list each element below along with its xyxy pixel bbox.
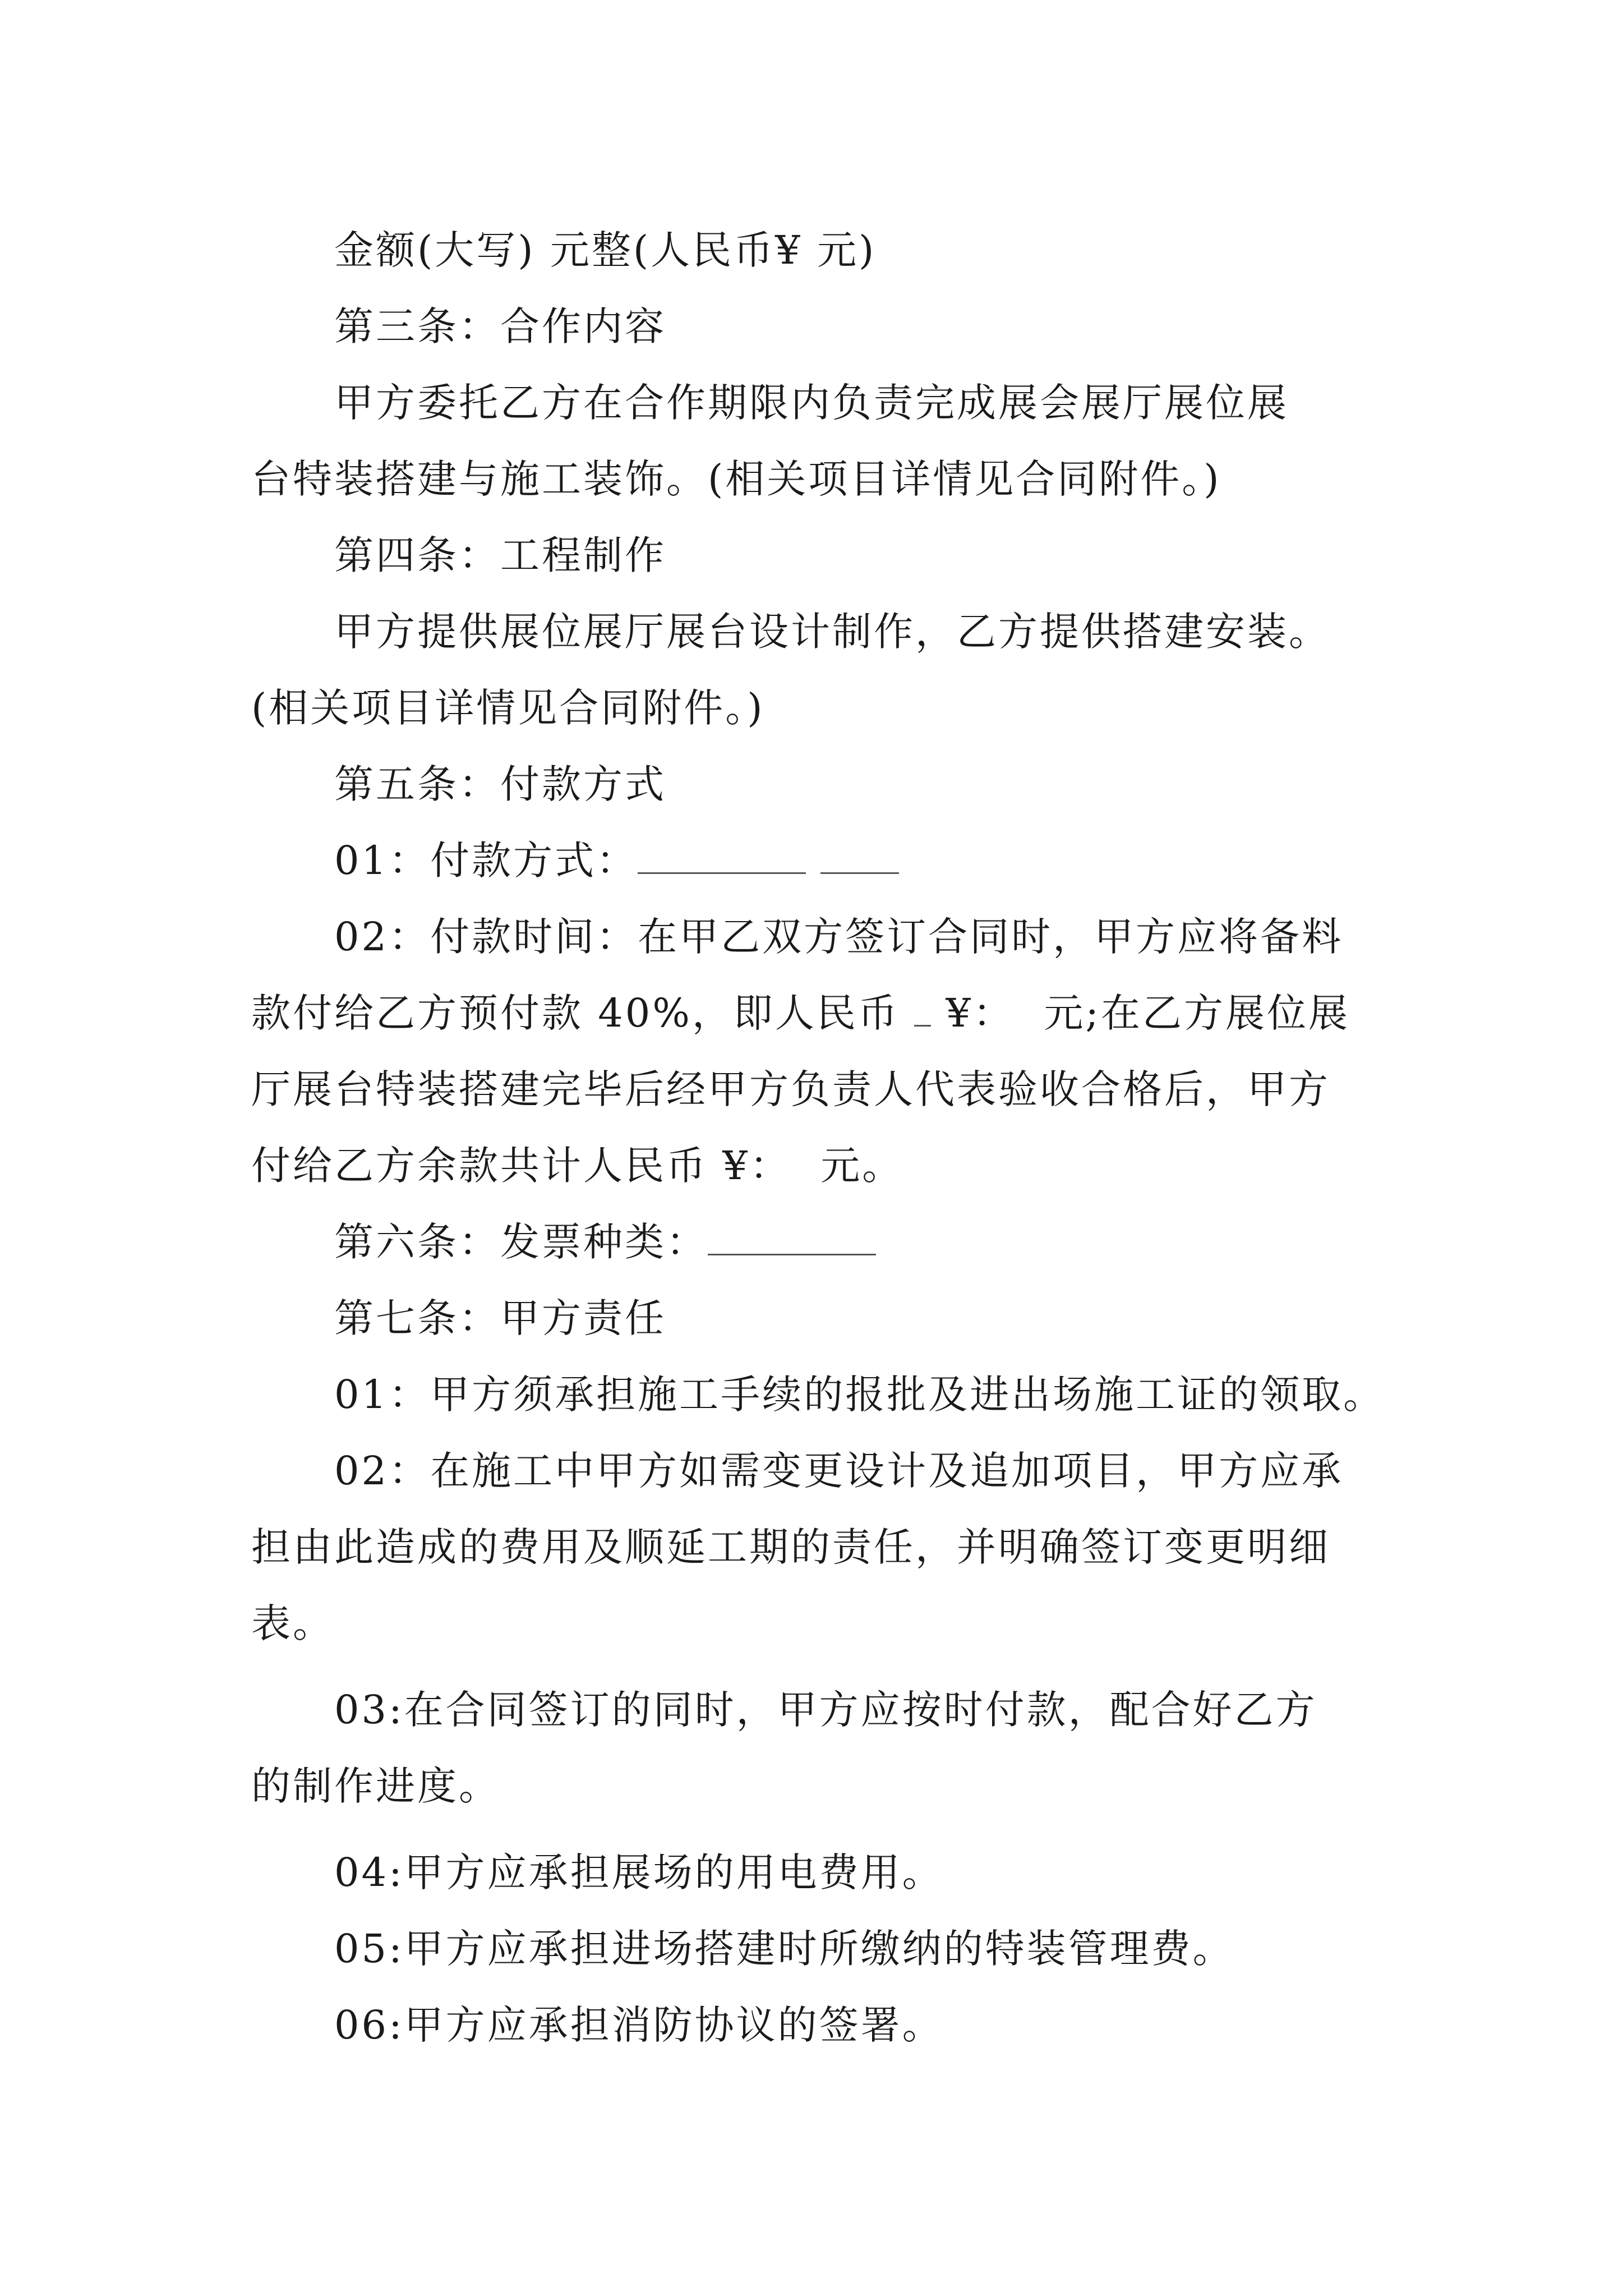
article-7-item-4: 04:甲方应承担展场的用电费用。 (334, 1849, 944, 1895)
article-7-item-2-text-1: 02：在施工中甲方如需变更设计及追加项目，甲方应承 (334, 1448, 1344, 1494)
payment-time-text-2a: 款付给乙方预付款 40%，即人民币 (251, 990, 915, 1036)
article-7-item-3-text-1: 03:在合同签订的同时，甲方应按时付款，配合好乙方 (334, 1687, 1317, 1733)
advance-amount-blank (914, 991, 931, 1027)
article-6-line (251, 1204, 1390, 1280)
article-4-text-2: (相关项目详情见合同附件。) (251, 685, 765, 731)
article-7-item-3-text-2: 的制作进度。 (251, 1763, 500, 1809)
payment-method-blank-2 (820, 839, 899, 874)
payment-time-text-4: 付给乙方余款共计人民币 ¥： 元。 (251, 1143, 904, 1189)
article-7-item-5: 05:甲方应承担进场搭建时所缴纳的特装管理费。 (334, 1926, 1234, 1972)
article-7-item-2-text-3: 表。 (251, 1600, 334, 1646)
payment-method-label: 01：付款方式： (334, 838, 638, 884)
article-7-item-2-text-2: 担由此造成的费用及顺延工期的责任，并明确签订变更明细 (251, 1524, 1330, 1570)
document-page (251, 212, 1390, 2063)
article-4-heading: 第四条：工程制作 (334, 532, 666, 578)
article-7-item-1: 01：甲方须承担施工手续的报批及进出场施工证的领取。 (334, 1372, 1385, 1418)
amount-line: 金额(大写) 元整(人民币¥ 元) (334, 227, 877, 273)
article-3-heading: 第三条：合作内容 (334, 303, 666, 349)
invoice-type-blank (708, 1220, 876, 1255)
payment-time-text-2b: ¥： 元;在乙方展位展 (931, 990, 1350, 1036)
payment-method-blank (638, 839, 806, 874)
article-6-heading: 第六条：发票种类： (334, 1219, 708, 1265)
article-3-text-1: 甲方委托乙方在合作期限内负责完成展会展厅展位展 (334, 380, 1289, 426)
article-3-text-2: 台特装搭建与施工装饰。(相关项目详情见合同附件。) (251, 456, 1221, 502)
article-4-text-1: 甲方提供展位展厅展台设计制作，乙方提供搭建安装。 (334, 609, 1330, 655)
article-5-heading: 第五条：付款方式 (334, 761, 666, 807)
payment-time-text-3: 厅展台特装搭建完毕后经甲方负责人代表验收合格后，甲方 (251, 1066, 1330, 1112)
payment-method-line (251, 822, 1390, 899)
payment-time-text-2 (251, 975, 1390, 1051)
article-7-item-6: 06:甲方应承担消防协议的签署。 (334, 2002, 944, 2048)
payment-time-text-1: 02：付款时间：在甲乙双方签订合同时，甲方应将备料 (334, 914, 1344, 960)
article-7-heading: 第七条：甲方责任 (334, 1295, 666, 1341)
